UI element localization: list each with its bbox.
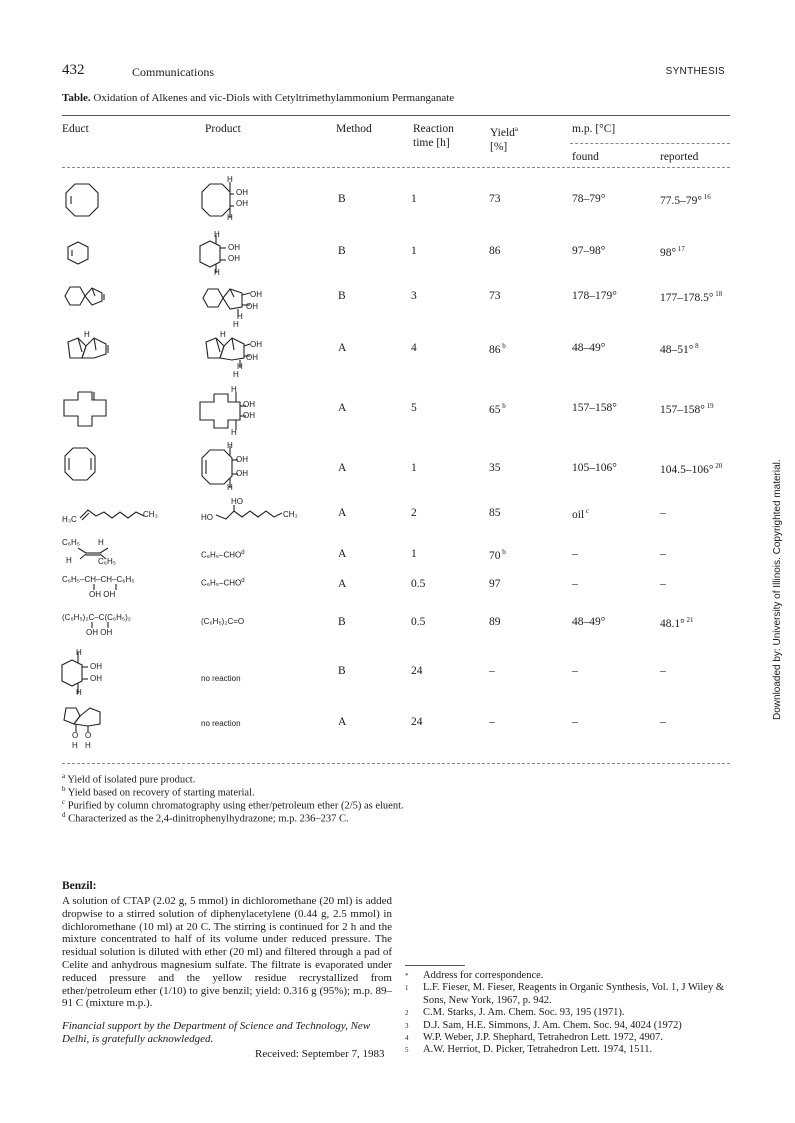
oh-label: OH <box>250 340 262 349</box>
reported-value: 157–158° <box>660 403 705 416</box>
h-label: H <box>237 312 243 321</box>
reference-item <box>405 1007 735 1019</box>
time-value: 24 <box>411 665 423 677</box>
received-date: Received: September 7, 1983 <box>255 1048 385 1060</box>
cell-time <box>411 616 425 628</box>
time-value: 3 <box>411 290 417 302</box>
footnote-mark: b <box>62 785 66 793</box>
col-product: Product <box>205 123 241 135</box>
references-rule <box>405 965 465 966</box>
oh-label: OH <box>246 353 258 362</box>
col-time-line2: time [h] <box>413 137 450 149</box>
reported-value: – <box>660 665 666 677</box>
section-title: Communications <box>132 65 214 79</box>
reported-ref: 16 <box>701 193 711 201</box>
cell-yield <box>489 548 506 562</box>
procedure-text: A solution of CTAP (2.02 g, 5 mmol) in dichloromethane (20 ml) is added dropwise to a stirred solution of diphenylacetylene (0.44 g, 2.5 mmol) in dichloromethane (10 ml) at 20 C. The stirring is continued for 2 h and the mixture concentrated to half of its volume under reduced pressure. The residual solution is diluted with ether (20 ml) and filtered through a pad of Celite and anhydrous magnesium sulfate. The filtrate is evaporated under reduced pressure and the yellow residue recrystallized from ether/petroleum ether (1/10) to give benzil; yield: 0.316 g (95%); m.p. 89–91 C (mixture m.p.). <box>62 895 392 1010</box>
cell-reported <box>660 290 722 304</box>
reference-text: L.F. Fieser, M. Fieser, Reagents in Organic Synthesis, Vol. 1, J Wiley & Sons, New York, 1967, p. 942. <box>423 982 725 1006</box>
stilbene-diol-label: C₆H₅–CH–CH–C₆H₅ <box>62 575 135 584</box>
reported-ref: 20 <box>713 462 723 470</box>
oh-label: OH <box>236 469 248 478</box>
cell-time <box>411 402 417 414</box>
download-note: Downloaded by: University of Illinois. Copyrighted material. <box>772 459 783 720</box>
cell-method <box>338 342 346 354</box>
h-label: H <box>231 428 237 437</box>
cell-reported <box>660 716 666 728</box>
h-label: H <box>214 268 220 277</box>
cell-yield <box>489 616 501 628</box>
h-label: H <box>233 370 239 379</box>
cell-found <box>572 342 605 354</box>
cell-yield <box>489 402 506 416</box>
reported-ref: 19 <box>704 402 714 410</box>
h-label: H <box>233 320 239 329</box>
found-value: 157–158° <box>572 402 617 414</box>
benzophenone-label: (C₆H₅)₂C=O <box>201 617 245 626</box>
col-found: found <box>572 151 599 163</box>
cyclohexene-structure <box>66 241 90 265</box>
reference-text: A.W. Herriot, D. Picker, Tetrahedron Lett. 1974, 1511. <box>423 1044 653 1056</box>
cell-yield <box>489 290 501 302</box>
footnote-text: Purified by column chromatography using ether/petroleum ether (2/5) as eluent. <box>65 800 404 812</box>
benzaldehyde-text: C₆H₅–CHO <box>201 578 242 588</box>
reference-number: 4 <box>405 1034 409 1043</box>
yield-value: – <box>489 716 495 728</box>
reference-number: * <box>405 972 409 980</box>
cell-method <box>338 245 346 257</box>
found-ref: c <box>584 507 589 515</box>
oh-label: OH <box>236 188 248 197</box>
method-value: A <box>338 548 347 560</box>
procedure-heading: Benzil: <box>62 880 97 892</box>
method-value: A <box>338 578 347 590</box>
decanediol-chain-structure <box>216 505 286 521</box>
time-value: 5 <box>411 402 417 414</box>
o-label: O <box>72 731 79 740</box>
cell-time <box>411 245 417 257</box>
oh-label: OH <box>228 254 240 263</box>
header-bottom-rule <box>62 167 730 168</box>
benzaldehyde-text: C₆H₅–CHO <box>201 550 242 560</box>
h-label: H <box>98 538 104 547</box>
method-value: B <box>338 245 346 257</box>
method-value: B <box>338 290 346 302</box>
footnote-text: Yield of isolated pure product. <box>65 774 196 786</box>
cho-sup: d <box>241 550 245 556</box>
cell-reported <box>660 507 666 519</box>
bicyclic-diol-structure <box>62 704 106 744</box>
download-watermark <box>772 420 788 720</box>
found-value: – <box>572 716 578 728</box>
h-label: H <box>84 330 90 339</box>
h-label: H <box>76 688 82 697</box>
method-value: B <box>338 616 346 628</box>
found-value: – <box>572 548 578 560</box>
col-yield-line1: Yield <box>490 126 515 139</box>
cell-found <box>572 716 578 728</box>
footnote <box>62 785 255 799</box>
oh-label: OH <box>243 400 255 409</box>
reported-value: 98° <box>660 246 677 259</box>
col-time-line1: Reaction <box>413 123 454 135</box>
cell-yield <box>489 193 501 205</box>
cell-method <box>338 716 346 728</box>
table-caption <box>62 92 454 104</box>
cell-time <box>411 665 423 677</box>
cell-found <box>572 290 617 302</box>
no-reaction-label: no reaction <box>201 719 241 728</box>
cell-time <box>411 716 423 728</box>
c6h5-label: C₆H₅ <box>62 538 81 547</box>
time-value: 0.5 <box>411 578 426 590</box>
cell-reported <box>660 193 711 207</box>
caption-text: Oxidation of Alkenes and vic-Diols with Cetyltrimethylammonium Permanganate <box>93 92 455 104</box>
yield-value: 35 <box>489 462 501 474</box>
reference-number: 1 <box>405 984 409 993</box>
reference-item <box>405 1044 735 1056</box>
col-yield-sup: a <box>514 125 519 133</box>
cell-reported <box>660 462 722 476</box>
h-label: H <box>227 483 233 492</box>
reported-value: 177–178.5° <box>660 291 714 304</box>
yield-ref: b <box>500 342 506 350</box>
yield-ref: b <box>500 402 506 410</box>
footnote-text: Yield based on recovery of starting material. <box>65 787 255 799</box>
reference-number: 2 <box>405 1009 409 1018</box>
cell-method <box>338 665 346 677</box>
footnote-mark: d <box>62 811 66 819</box>
benzonorbornadiene-structure <box>62 283 110 311</box>
method-value: A <box>338 716 347 728</box>
footnote-text: Characterized as the 2,4-dinitrophenylhydrazone; m.p. 236–237 C. <box>65 813 349 825</box>
yield-value: 97 <box>489 578 501 590</box>
yield-ref: b <box>500 548 506 556</box>
cell-found <box>572 193 605 205</box>
footnote-mark: c <box>62 798 66 806</box>
cross-alkene-structure <box>62 390 112 430</box>
footnote <box>62 798 404 812</box>
col-method: Method <box>336 123 372 135</box>
col-yield <box>490 122 518 154</box>
reported-value: – <box>660 548 666 560</box>
time-value: 0.5 <box>411 616 426 628</box>
cell-reported <box>660 665 666 677</box>
cell-yield <box>489 578 501 590</box>
cell-method <box>338 507 346 519</box>
method-value: A <box>338 507 347 519</box>
reference-item <box>405 1020 735 1032</box>
time-value: 2 <box>411 507 417 519</box>
reference-item <box>405 982 735 1007</box>
reference-number: 3 <box>405 1021 409 1030</box>
h-label: H <box>231 385 237 394</box>
diol-oh-label: OH OH <box>89 590 116 599</box>
yield-value: 73 <box>489 193 501 205</box>
cell-method <box>338 616 346 628</box>
method-value: B <box>338 665 346 677</box>
cell-reported <box>660 578 666 590</box>
cell-method <box>338 193 346 205</box>
col-mp: m.p. [°C] <box>572 123 616 135</box>
cyclooctenediol-structure <box>200 446 252 490</box>
h-label: H <box>72 741 78 750</box>
ho-label: HO <box>201 513 213 522</box>
caption-label: Table. <box>62 92 91 104</box>
cell-reported <box>660 402 714 416</box>
reported-ref: 17 <box>676 245 685 253</box>
h3c-label: H₃C <box>62 515 77 524</box>
time-value: 4 <box>411 342 417 354</box>
cell-time <box>411 462 417 474</box>
cell-yield <box>489 507 501 519</box>
reported-value: – <box>660 716 666 728</box>
reference-item <box>405 1032 735 1044</box>
found-value: – <box>572 665 578 677</box>
cell-yield <box>489 462 501 474</box>
h-label: H <box>220 330 226 339</box>
col-yield-line2: [%] <box>490 140 508 153</box>
benzaldehyde-label <box>201 548 245 561</box>
found-value: 178–179° <box>572 290 617 302</box>
yield-value: – <box>489 665 495 677</box>
yield-value: 89 <box>489 616 501 628</box>
found-value: 48–49° <box>572 616 606 628</box>
yield-value: 86 <box>489 343 501 356</box>
time-value: 1 <box>411 548 417 560</box>
cell-found <box>572 578 578 590</box>
cell-found <box>572 402 617 414</box>
ch3-label: CH₃ <box>143 510 158 519</box>
footnote-mark: a <box>62 772 66 780</box>
journal-name: SYNTHESIS <box>665 66 725 77</box>
cell-time <box>411 548 417 560</box>
cho-sup: d <box>241 578 245 584</box>
o-label: O <box>85 731 92 740</box>
cell-method <box>338 402 346 414</box>
reference-item <box>405 970 735 982</box>
cell-found <box>572 616 605 628</box>
cell-yield <box>489 665 495 677</box>
diol-oh-label: OH OH <box>86 628 113 637</box>
cell-time <box>411 290 417 302</box>
oh-label: OH <box>243 411 255 420</box>
h-label: H <box>66 556 72 565</box>
oh-label: OH <box>90 674 102 683</box>
cell-time <box>411 578 425 590</box>
yield-value: 86 <box>489 245 501 257</box>
yield-value: 65 <box>489 403 501 416</box>
h-label: H <box>237 362 243 371</box>
oh-label: OH <box>236 455 248 464</box>
cyclooctadiene-structure <box>62 446 98 482</box>
reference-number: 5 <box>405 1046 409 1055</box>
h-label: H <box>76 648 82 657</box>
cell-time <box>411 193 417 205</box>
cell-reported <box>660 616 693 630</box>
acknowledgment: Financial support by the Department of Science and Technology, New Delhi, is gratefully acknowledged. <box>62 1020 371 1045</box>
page-number: 432 <box>62 62 85 78</box>
mp-subrule <box>570 143 730 144</box>
references-list <box>405 970 735 1057</box>
trans-cyclohexanediol-structure <box>62 652 102 692</box>
time-value: 1 <box>411 462 417 474</box>
cell-found <box>572 507 589 521</box>
decene-chain-structure <box>80 506 150 522</box>
h-label: H <box>214 230 220 239</box>
cell-found <box>572 462 617 474</box>
found-value: 105–106° <box>572 462 617 474</box>
found-value: 48–49° <box>572 342 606 354</box>
benzopinacol-label: (C₆H₅)₂C–C(C₆H₅)₂ <box>62 613 131 622</box>
cell-yield <box>489 342 506 356</box>
oh-label: OH <box>246 302 258 311</box>
cyclooctene-structure <box>62 180 102 220</box>
h-label: H <box>227 175 233 184</box>
method-value: A <box>338 342 347 354</box>
cell-reported <box>660 245 685 259</box>
method-value: B <box>338 193 346 205</box>
cell-time <box>411 342 417 354</box>
reference-text: W.P. Weber, J.P. Shephard, Tetrahedron Lett. 1972, 4907. <box>423 1032 663 1044</box>
cell-method <box>338 462 346 474</box>
benzaldehyde-label <box>201 576 245 589</box>
reported-value: 48–51° <box>660 343 694 356</box>
table-top-rule <box>62 115 730 116</box>
reported-value: 48.1° <box>660 617 685 630</box>
h-label: H <box>85 741 91 750</box>
ho-label: HO <box>231 497 243 506</box>
cell-reported <box>660 548 666 560</box>
time-value: 24 <box>411 716 423 728</box>
col-educt: Educt <box>62 123 89 135</box>
time-value: 1 <box>411 245 417 257</box>
yield-value: 70 <box>489 549 501 562</box>
cell-found <box>572 245 605 257</box>
yield-value: 85 <box>489 507 501 519</box>
cell-method <box>338 290 346 302</box>
cell-found <box>572 665 578 677</box>
method-value: A <box>338 402 347 414</box>
cell-method <box>338 548 346 560</box>
found-value: 78–79° <box>572 193 606 205</box>
no-reaction-label: no reaction <box>201 674 241 683</box>
found-value: – <box>572 578 578 590</box>
reported-ref: 18 <box>713 290 723 298</box>
footnote <box>62 772 195 786</box>
reported-ref: 8 <box>693 342 699 350</box>
reference-text: D.J. Sam, H.E. Simmons, J. Am. Chem. Soc. 94, 4024 (1972) <box>423 1019 682 1031</box>
oh-label: OH <box>250 290 262 299</box>
reported-ref: 21 <box>684 616 694 624</box>
found-value: oil <box>572 508 585 521</box>
footnote <box>62 811 349 825</box>
cell-found <box>572 548 578 560</box>
cell-yield <box>489 716 495 728</box>
reported-value: – <box>660 578 666 590</box>
reference-text: Address for correspondence. <box>423 970 544 981</box>
cell-reported <box>660 342 699 356</box>
reported-value: 77.5–79° <box>660 194 702 207</box>
c6h5-label: C₆H₅ <box>98 557 117 566</box>
h-label: H <box>227 441 233 450</box>
reported-value: – <box>660 507 666 519</box>
oh-label: OH <box>236 199 248 208</box>
reference-text: C.M. Starks, J. Am. Chem. Soc. 93, 195 (1971). <box>423 1007 625 1019</box>
found-value: 97–98° <box>572 245 606 257</box>
oh-label: OH <box>90 662 102 671</box>
table-bottom-rule <box>62 763 730 764</box>
reported-value: 104.5–106° <box>660 463 714 476</box>
time-value: 1 <box>411 193 417 205</box>
yield-value: 73 <box>489 290 501 302</box>
oh-label: OH <box>228 243 240 252</box>
ch3-label: CH₃ <box>283 510 298 519</box>
col-reported: reported <box>660 151 699 163</box>
cell-yield <box>489 245 501 257</box>
cell-time <box>411 507 417 519</box>
h-label: H <box>227 213 233 222</box>
method-value: A <box>338 462 347 474</box>
cell-method <box>338 578 346 590</box>
col-time <box>413 122 454 150</box>
